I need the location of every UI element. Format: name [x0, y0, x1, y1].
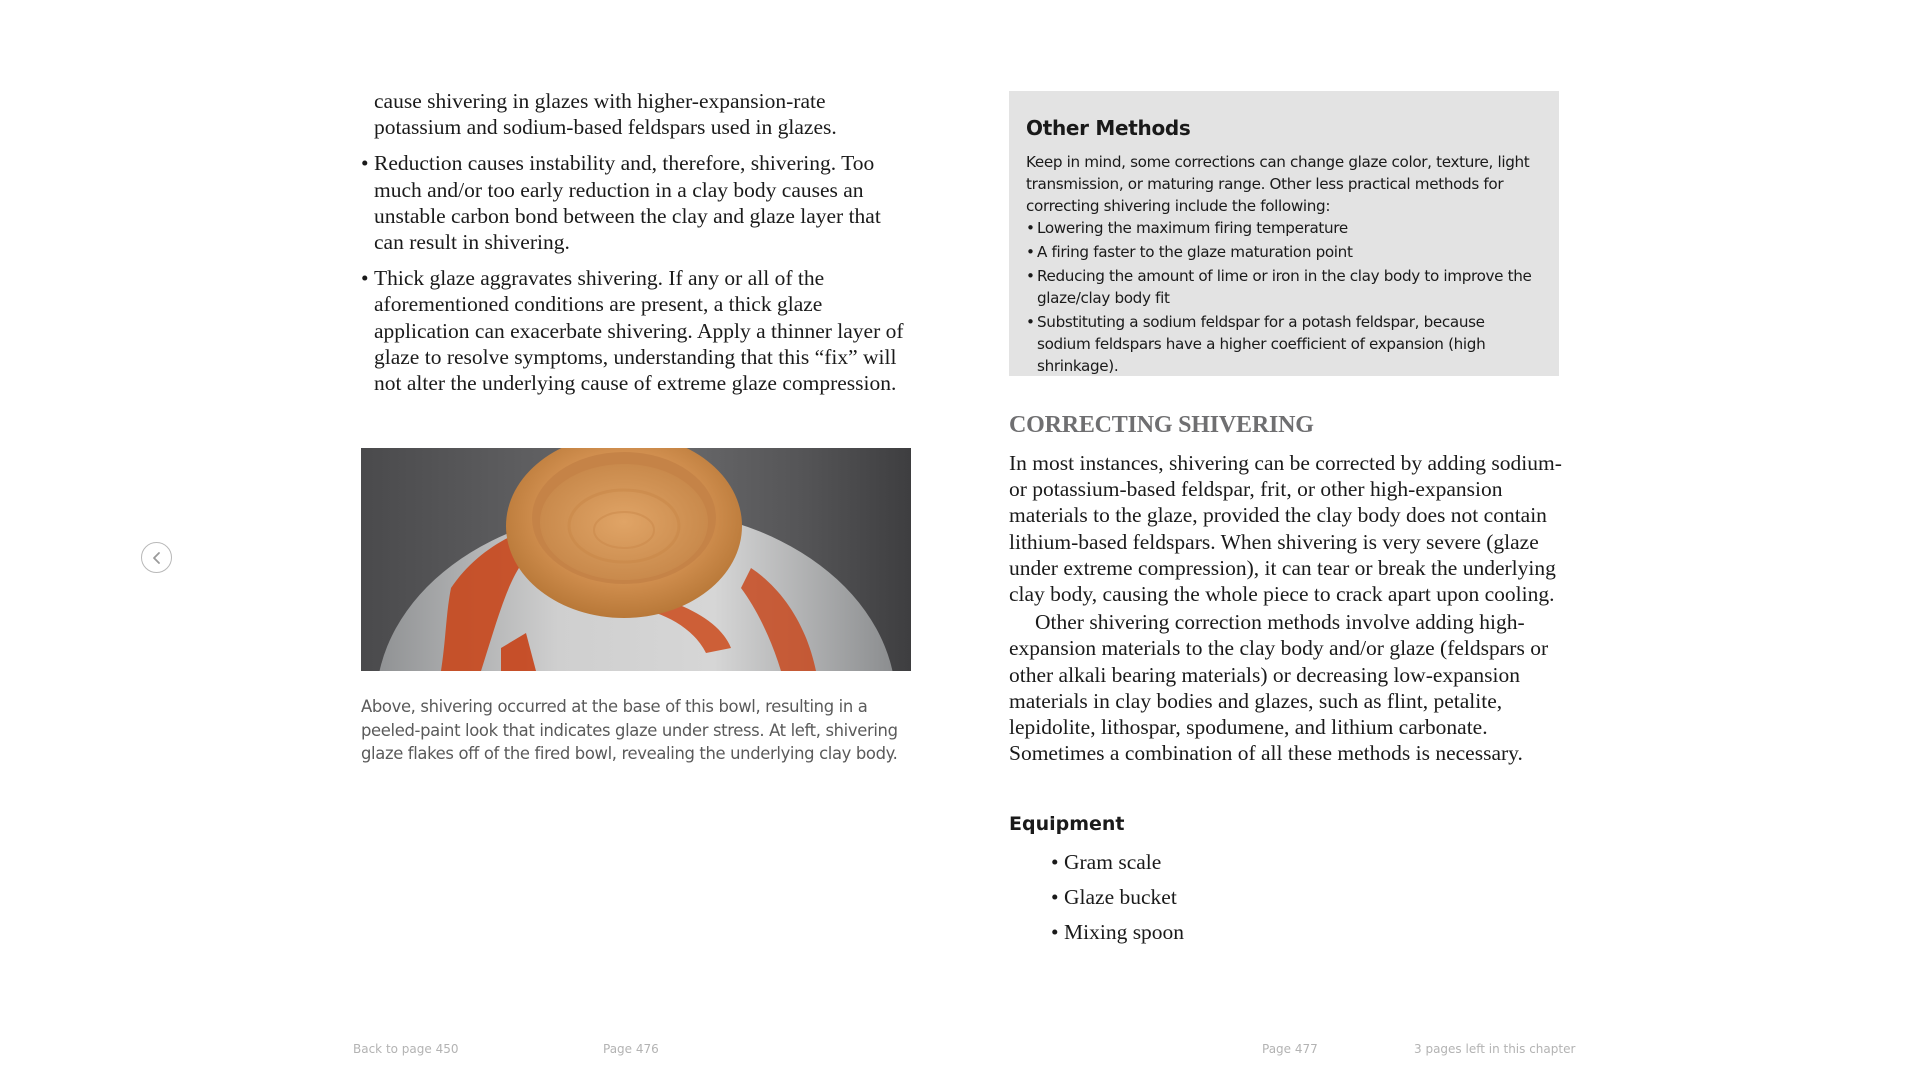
list-item-text: Substituting a sodium feldspar for a potash feldspar, because sodium feldspars have a higher coefficient of expansion (high shrinkage). — [1037, 313, 1486, 375]
chevron-left-icon — [151, 551, 163, 565]
right-page-body — [1009, 450, 1564, 768]
bullet: • — [1051, 850, 1059, 874]
section-heading: CORRECTING SHIVERING — [1009, 412, 1314, 438]
list-item-text: Reduction causes instability and, therefore, shivering. Too much and/or too early reduction in a clay body causes an unstable carbon bond between the clay and glaze layer that can result in shivering. — [374, 151, 881, 255]
left-page-number: Page 476 — [603, 1042, 659, 1056]
list-item-text: Lowering the maximum firing temperature — [1037, 219, 1348, 237]
list-item-text: Thick glaze aggravates shivering. If any or all of the aforementioned conditions are present, a thick glaze application can exacerbate shivering. Apply a thinner layer of glaze to resolve symptoms, understanding that this “fix” will not alter the underlying cause of extreme glaze compression. — [374, 266, 904, 396]
list-item — [1026, 265, 1542, 309]
sidebar-list — [1026, 217, 1542, 377]
equipment-heading: Equipment — [1009, 813, 1125, 835]
pages-left-indicator: 3 pages left in this chapter — [1414, 1042, 1576, 1056]
bullet: • — [361, 266, 369, 291]
back-to-page-link[interactable]: Back to page 450 — [353, 1042, 459, 1056]
list-item — [1051, 880, 1184, 915]
left-bullet-list — [361, 150, 911, 396]
list-item — [1051, 845, 1184, 880]
list-item-text: A firing faster to the glaze maturation point — [1037, 243, 1353, 261]
body-paragraph: Other shivering correction methods involve adding high-expansion materials to the clay body and/or glaze (feldspars or other alkali bearing materials) or decreasing low-expansion materials in clay bodies and glazes, such as flint, petalite, lepidolite, lithospar, spodumene, and lithium carbonate. Sometimes a combination of all these methods is necessary. — [1009, 610, 1549, 766]
equipment-list — [1051, 845, 1184, 950]
bullet: • — [1051, 920, 1059, 944]
other-methods-sidebar — [1009, 91, 1559, 376]
list-item-text: Mixing spoon — [1064, 920, 1185, 944]
list-item-text: Glaze bucket — [1064, 885, 1177, 909]
bowl-image — [361, 448, 911, 671]
back-arrow-button[interactable] — [141, 542, 172, 573]
list-item — [1026, 311, 1542, 377]
right-page-number: Page 477 — [1262, 1042, 1318, 1056]
sidebar-intro: Keep in mind, some corrections can change glaze color, texture, light transmission, or maturing range. Other less practical methods for correcting shivering include the following: — [1026, 153, 1530, 215]
body-paragraph: In most instances, shivering can be corrected by adding sodium- or potassium-based feldspar, frit, or other high-expansion materials to the glaze, provided the clay body does not contain lithium-based feldspars. When shivering is very severe (glaze under extreme compression), it can tear or break the underlying clay body, causing the whole piece to crack apart upon cooling. — [1009, 451, 1562, 607]
bullet: • — [1026, 267, 1035, 285]
list-item — [1051, 915, 1184, 950]
list-item — [361, 265, 911, 396]
continuation-paragraph: cause shivering in glazes with higher-expansion-rate potassium and sodium-based feldspars used in glazes. — [374, 89, 837, 140]
left-page-text — [361, 88, 911, 406]
bullet: • — [1026, 243, 1035, 261]
list-item-text: Gram scale — [1064, 850, 1162, 874]
bowl-photo — [361, 448, 911, 671]
list-item — [1026, 241, 1542, 263]
list-item — [361, 150, 911, 255]
bullet: • — [1051, 885, 1059, 909]
bullet: • — [361, 151, 369, 176]
sidebar-title: Other Methods — [1026, 116, 1191, 140]
list-item-text: Reducing the amount of lime or iron in the clay body to improve the glaze/clay body fit — [1037, 267, 1532, 307]
list-item — [1026, 217, 1542, 239]
bullet: • — [1026, 313, 1035, 331]
bullet: • — [1026, 219, 1035, 237]
photo-caption: Above, shivering occurred at the base of this bowl, resulting in a peeled-paint look that indicates glaze under stress. At left, shivering glaze flakes off of the fired bowl, revealing the underlying clay body. — [361, 697, 898, 763]
